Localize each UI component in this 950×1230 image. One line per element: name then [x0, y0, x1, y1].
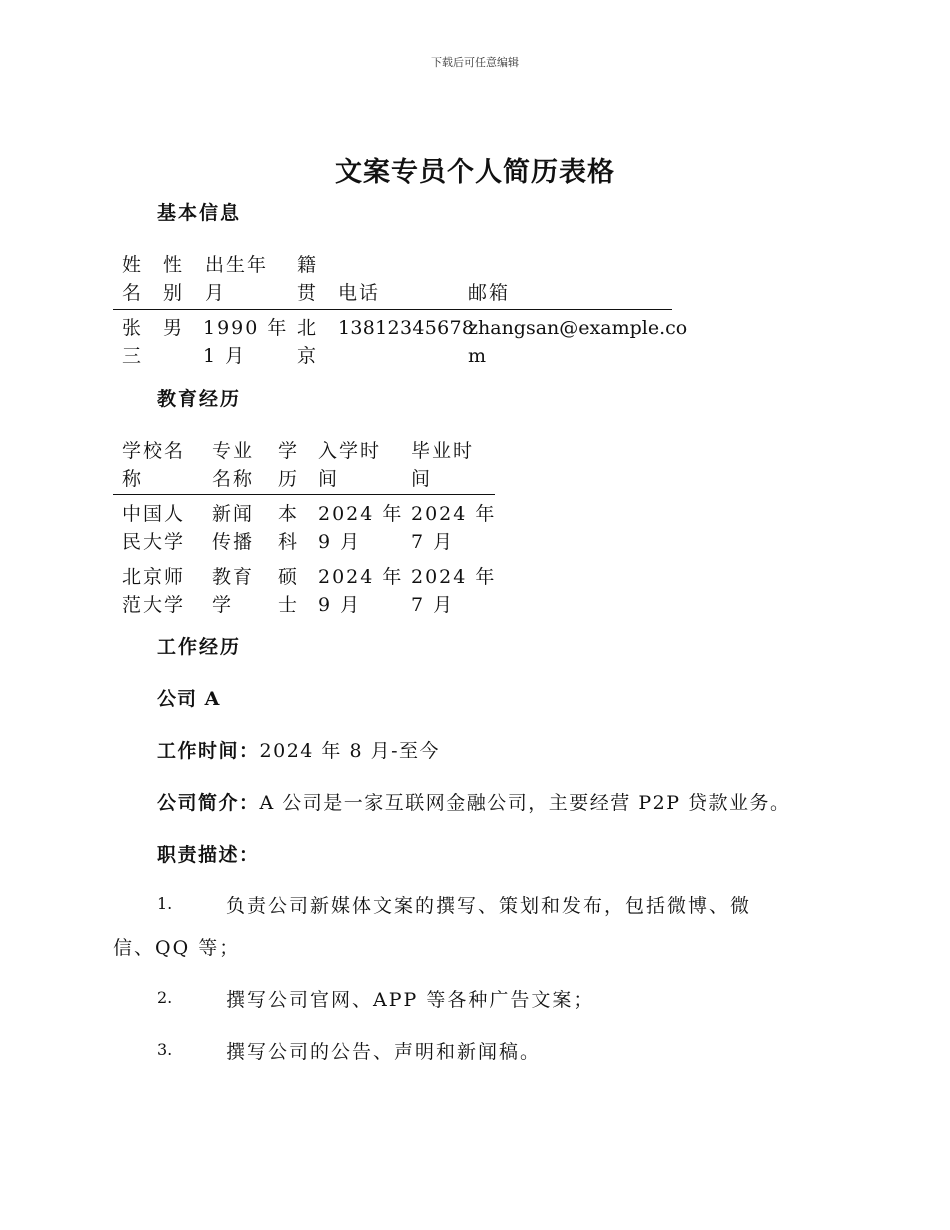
table-cell: 本 科 — [278, 503, 300, 553]
table-cell: 2024 年 7 月 — [411, 566, 497, 616]
document-title: 文案专员个人简历表格 — [335, 157, 615, 188]
duties-label: 职责描述： — [157, 844, 260, 866]
education-header-cell: 毕业时 间 — [411, 440, 475, 490]
table-cell: 硕 士 — [278, 566, 300, 616]
table-cell: 2024 年 9 月 — [318, 566, 404, 616]
work-time-value: 2024 年 8 月-至今 — [259, 740, 440, 762]
table-cell: 2024 年 7 月 — [411, 503, 497, 553]
table-cell: 张 三 — [122, 317, 144, 367]
section-heading-education: 教育经历 — [157, 388, 242, 410]
basic-info-header-cell: 出生年 月 — [205, 254, 269, 304]
education-header-cell: 学校名 称 — [122, 440, 186, 490]
table-cell: 1990 年 1 月 — [203, 317, 289, 367]
basic-info-header-cell: 籍 贯 — [297, 254, 319, 304]
table-cell: zhangsan@example.co m — [468, 317, 688, 367]
table-header-rule — [113, 494, 495, 495]
table-cell: 教育 学 — [212, 566, 255, 616]
table-header-rule — [113, 309, 672, 310]
company-intro-value: A 公司是一家互联网金融公司，主要经营 P2P 贷款业务。 — [259, 792, 791, 814]
table-cell: 中国人 民大学 — [122, 503, 186, 553]
table-cell: 2024 年 9 月 — [318, 503, 404, 553]
company-name: 公司 A — [157, 688, 221, 710]
company-intro — [157, 788, 791, 815]
table-cell: 北京师 范大学 — [122, 566, 186, 616]
education-header-cell: 专业 名称 — [212, 440, 255, 490]
list-item-text: 负责公司新媒体文案的撰写、策划和发布，包括微博、微 — [226, 895, 752, 917]
basic-info-header-cell: 性 别 — [163, 254, 185, 304]
list-item-number: 3. — [157, 1040, 173, 1059]
table-cell: 新闻 传播 — [212, 503, 255, 553]
work-time — [157, 736, 440, 763]
list-item-number: 2. — [157, 988, 173, 1007]
education-header-cell: 学 历 — [278, 440, 300, 490]
basic-info-header-cell: 电话 — [338, 282, 381, 304]
table-cell: 13812345678 — [338, 317, 475, 339]
list-item-text: 撰写公司的公告、声明和新闻稿。 — [226, 1041, 542, 1063]
education-header-cell: 入学时 间 — [318, 440, 382, 490]
header-note: 下载后可任意编辑 — [431, 56, 519, 69]
table-cell: 男 — [163, 317, 185, 339]
company-intro-label: 公司简介： — [157, 792, 260, 814]
basic-info-header-cell: 姓 名 — [122, 254, 144, 304]
work-time-label: 工作时间： — [157, 740, 260, 762]
section-heading-basic-info: 基本信息 — [157, 202, 242, 224]
list-item-number: 1. — [157, 894, 173, 913]
basic-info-header-cell: 邮箱 — [468, 282, 511, 304]
list-item-text-continued: 信、QQ 等； — [113, 937, 241, 959]
table-cell: 北 京 — [297, 317, 319, 367]
section-heading-work: 工作经历 — [157, 636, 242, 658]
list-item-text: 撰写公司官网、APP 等各种广告文案； — [226, 989, 595, 1011]
